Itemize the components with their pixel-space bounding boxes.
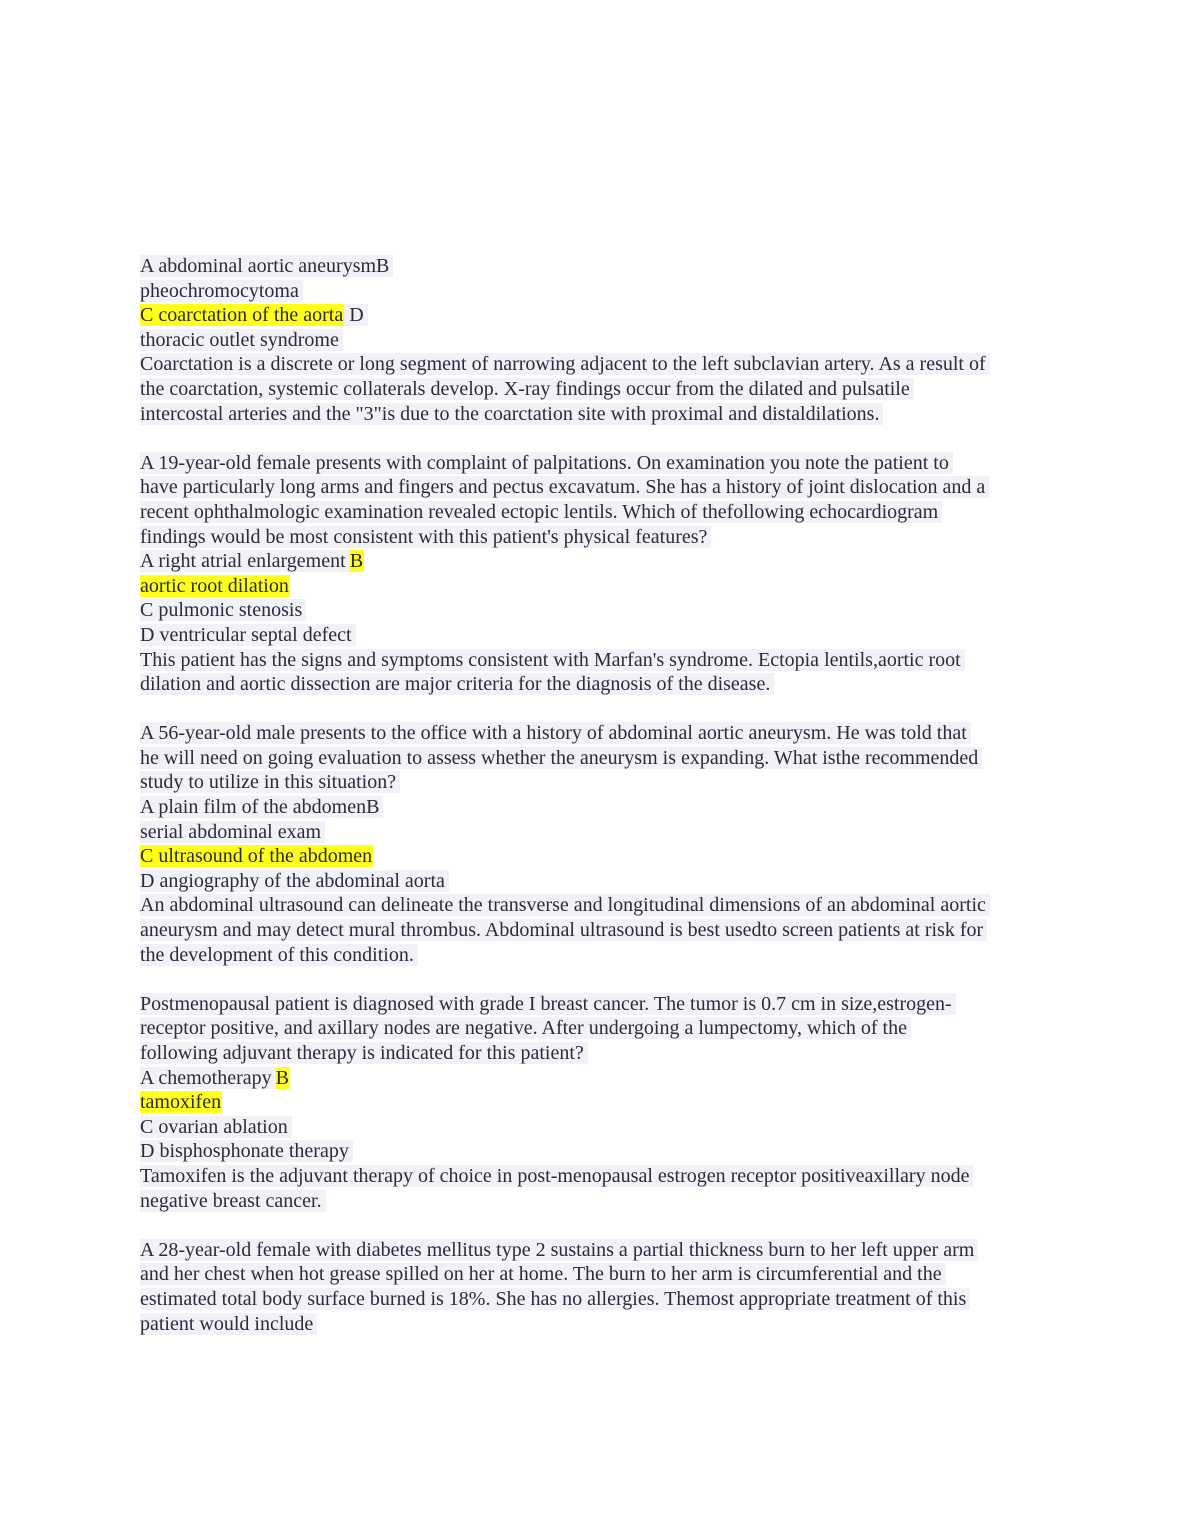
text-line [140, 574, 1060, 599]
text-segment: the development of this condition. [140, 944, 418, 966]
text-line [140, 1287, 1060, 1312]
text-line [140, 1164, 1060, 1189]
highlighted-answer: aortic root dilation [140, 574, 289, 597]
text-segment: dilation and aortic dissection are major criteria for the diagnosis of the disease. [140, 673, 774, 695]
text-line [140, 746, 1060, 771]
text-line [140, 672, 1060, 697]
highlighted-answer: B [275, 1066, 289, 1089]
text-segment: A abdominal aortic aneurysmB [140, 255, 393, 277]
text-line [140, 1115, 1060, 1140]
highlighted-answer: C coarctation of the aorta [140, 304, 344, 327]
text-line [140, 377, 1060, 402]
text-segment: receptor positive, and axillary nodes are negative. After undergoing a lumpectomy, which of the [140, 1017, 911, 1039]
text-line [140, 869, 1060, 894]
text-line [140, 328, 1060, 353]
highlighted-answer: B [349, 550, 364, 573]
text-line [140, 1312, 1060, 1337]
text-line [140, 623, 1060, 648]
text-segment: C ovarian ablation [140, 1116, 292, 1138]
paragraph-gap [140, 697, 1060, 722]
text-line [140, 1139, 1060, 1164]
text-segment: aneurysm and may detect mural thrombus. Abdominal ultrasound is best usedto screen patients at risk for [140, 919, 987, 941]
text-line [140, 549, 1060, 574]
question-block [140, 451, 1060, 697]
text-line [140, 943, 1060, 968]
text-line [140, 598, 1060, 623]
text-line [140, 795, 1060, 820]
text-line [140, 1262, 1060, 1287]
text-line [140, 1189, 1060, 1214]
paragraph-gap [140, 426, 1060, 451]
text-segment: pheochromocytoma [140, 280, 303, 302]
text-line [140, 1066, 1060, 1091]
text-segment: A 19-year-old female presents with complaint of palpitations. On examination you note the patient to [140, 452, 953, 474]
text-line [140, 451, 1060, 476]
document-page [140, 254, 1060, 1336]
text-line [140, 500, 1060, 525]
text-segment: estimated total body surface burned is 18%. She has no allergies. Themost appropriate treatment of this [140, 1288, 970, 1310]
text-line [140, 893, 1060, 918]
text-segment: A right atrial enlargement [140, 550, 350, 572]
text-line [140, 1041, 1060, 1066]
text-segment: D ventricular septal defect [140, 624, 356, 646]
text-segment: thoracic outlet syndrome [140, 329, 343, 351]
highlighted-answer: C ultrasound of the abdomen [140, 845, 373, 868]
text-line [140, 303, 1060, 328]
text-segment: C pulmonic stenosis [140, 599, 306, 621]
text-segment: study to utilize in this situation? [140, 771, 400, 793]
text-segment: and her chest when hot grease spilled on her at home. The burn to her arm is circumferential and the [140, 1263, 946, 1285]
text-line [140, 1090, 1060, 1115]
text-segment: serial abdominal exam [140, 821, 325, 843]
text-line [140, 1016, 1060, 1041]
text-segment: the coarctation, systemic collaterals develop. X-ray findings occur from the dilated and pulsatile [140, 378, 914, 400]
text-line [140, 918, 1060, 943]
text-segment: negative breast cancer. [140, 1190, 326, 1212]
text-segment: This patient has the signs and symptoms consistent with Marfan's syndrome. Ectopia lentils,aortic root [140, 649, 965, 671]
text-line [140, 844, 1060, 869]
question-block [140, 992, 1060, 1213]
paragraph-gap [140, 1213, 1060, 1238]
text-line [140, 648, 1060, 673]
paragraph-gap [140, 967, 1060, 992]
text-line [140, 820, 1060, 845]
text-line [140, 721, 1060, 746]
text-segment: have particularly long arms and fingers and pectus excavatum. She has a history of joint dislocation and a [140, 476, 989, 498]
text-segment: intercostal arteries and the "3"is due to the coarctation site with proximal and distaldilations. [140, 403, 883, 425]
text-line [140, 992, 1060, 1017]
text-line [140, 254, 1060, 279]
text-segment: Tamoxifen is the adjuvant therapy of choice in post-menopausal estrogen receptor positiveaxillary node [140, 1165, 973, 1187]
text-segment: Coarctation is a discrete or long segment of narrowing adjacent to the left subclavian artery. As a result of [140, 353, 990, 375]
text-line [140, 475, 1060, 500]
highlighted-answer: tamoxifen [140, 1091, 222, 1114]
text-segment: Postmenopausal patient is diagnosed with grade I breast cancer. The tumor is 0.7 cm in size,estrogen- [140, 993, 956, 1015]
question-block [140, 1238, 1060, 1336]
text-line [140, 279, 1060, 304]
text-line [140, 770, 1060, 795]
text-line [140, 352, 1060, 377]
text-segment: A 28-year-old female with diabetes mellitus type 2 sustains a partial thickness burn to her left upper arm [140, 1239, 978, 1261]
text-segment: findings would be most consistent with this patient's physical features? [140, 526, 711, 548]
text-segment: patient would include [140, 1313, 317, 1335]
question-block [140, 721, 1060, 967]
text-segment: recent ophthalmologic examination revealed ectopic lentils. Which of thefollowing echocardiogram [140, 501, 942, 523]
text-segment: A plain film of the abdomenB [140, 796, 383, 818]
question-block [140, 254, 1060, 426]
text-segment: A chemotherapy [140, 1067, 276, 1089]
text-segment: D angiography of the abdominal aorta [140, 870, 449, 892]
text-line [140, 1238, 1060, 1263]
text-segment: following adjuvant therapy is indicated for this patient? [140, 1042, 588, 1064]
text-segment: D bisphosphonate therapy [140, 1140, 353, 1162]
text-line [140, 525, 1060, 550]
text-segment: D [344, 304, 367, 326]
text-segment: An abdominal ultrasound can delineate the transverse and longitudinal dimensions of an abdominal aortic [140, 894, 990, 916]
text-segment: A 56-year-old male presents to the office with a history of abdominal aortic aneurysm. He was told that [140, 722, 971, 744]
text-line [140, 402, 1060, 427]
text-segment: he will need on going evaluation to assess whether the aneurysm is expanding. What isthe recommended [140, 747, 982, 769]
